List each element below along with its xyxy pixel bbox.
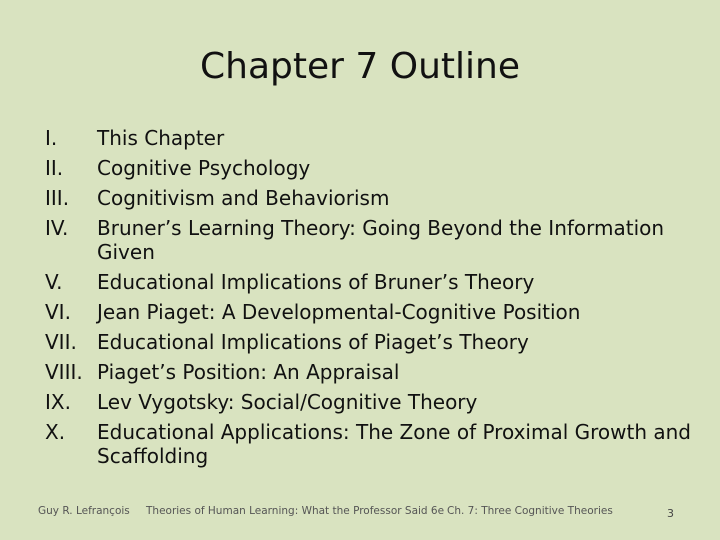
outline-text: This Chapter	[97, 126, 225, 150]
outline-number: IX.	[45, 390, 71, 414]
outline-number: V.	[45, 270, 63, 294]
outline-item	[45, 330, 695, 354]
outline-text: Bruner’s Learning Theory: Going Beyond the Information Given	[97, 216, 665, 264]
outline-item	[45, 126, 695, 150]
outline-number: VI.	[45, 300, 71, 324]
outline-number: VIII.	[45, 360, 83, 384]
outline-text: Piaget’s Position: An Appraisal	[97, 360, 400, 384]
outline-item	[45, 216, 695, 264]
footer-book-title: Theories of Human Learning: What the Professor Said 6e	[146, 505, 445, 517]
outline-number: VII.	[45, 330, 77, 354]
footer-chapter: Ch. 7: Three Cognitive Theories	[447, 505, 613, 517]
outline-text: Educational Implications of Bruner’s Theory	[97, 270, 535, 294]
outline-text: Educational Applications: The Zone of Proximal Growth and Scaffolding	[97, 420, 692, 468]
outline-item	[45, 300, 695, 324]
outline-item	[45, 270, 695, 294]
outline-number: IV.	[45, 216, 69, 240]
outline-number: II.	[45, 156, 64, 180]
outline-number: X.	[45, 420, 66, 444]
outline-number: III.	[45, 186, 70, 210]
outline-item	[45, 360, 695, 384]
page-number: 3	[667, 507, 674, 520]
outline-number: I.	[45, 126, 58, 150]
outline-item	[45, 156, 695, 180]
outline-item	[45, 186, 695, 210]
outline-text: Cognitivism and Behaviorism	[97, 186, 390, 210]
outline-text: Cognitive Psychology	[97, 156, 311, 180]
outline-text: Jean Piaget: A Developmental-Cognitive Position	[97, 300, 581, 324]
slide-title: Chapter 7 Outline	[200, 46, 520, 87]
footer-author: Guy R. Lefrançois	[38, 505, 130, 517]
outline-text: Lev Vygotsky: Social/Cognitive Theory	[97, 390, 478, 414]
outline-text: Educational Implications of Piaget’s Theory	[97, 330, 529, 354]
outline-item	[45, 420, 695, 468]
outline-list	[45, 126, 695, 474]
outline-item	[45, 390, 695, 414]
